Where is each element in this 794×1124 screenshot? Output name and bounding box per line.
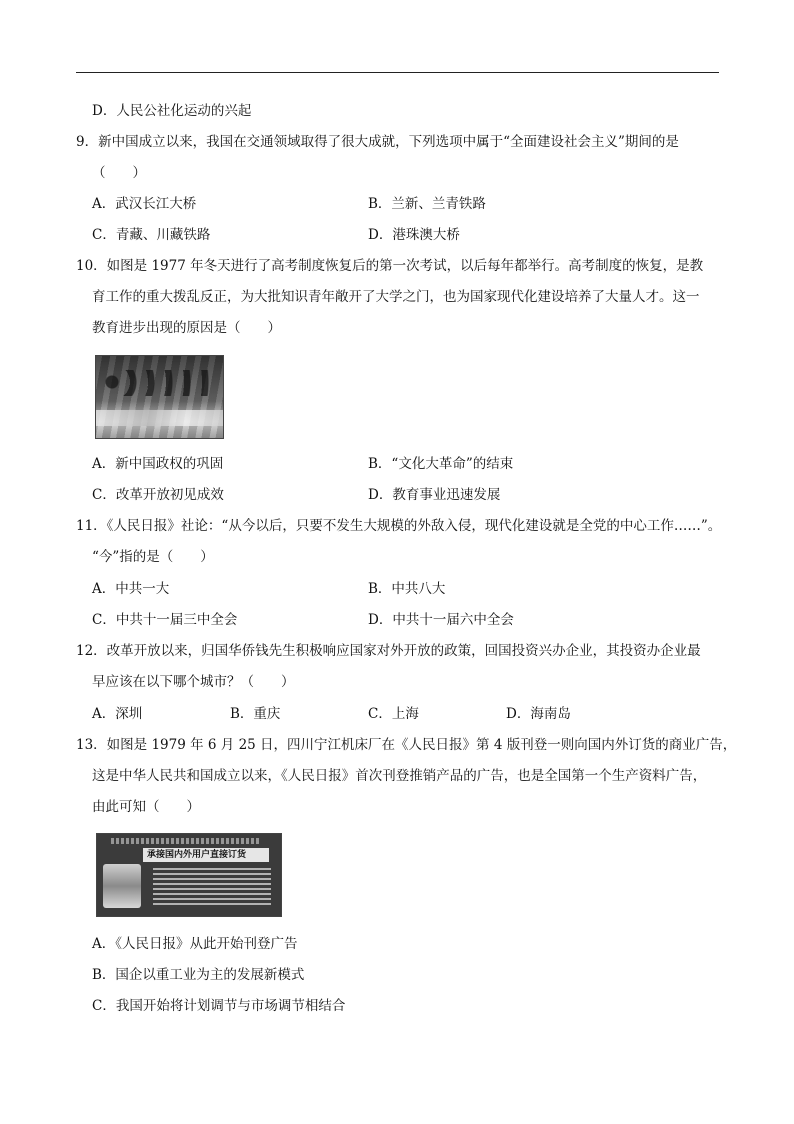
q10-option-d: D．教育事业迅速发展 bbox=[368, 487, 501, 503]
q9-answer-bracket: （ ） bbox=[92, 165, 146, 181]
q9-stem-line-1: 9．新中国成立以来，我国在交通领域取得了很大成就，下列选项中属于“全面建设社会主义”期间的是 bbox=[76, 134, 679, 150]
q12-option-d: D．海南岛 bbox=[506, 706, 571, 722]
q12-option-c: C．上海 bbox=[368, 706, 419, 722]
q12-option-b: B．重庆 bbox=[230, 706, 281, 722]
q10-option-c: C．改革开放初见成效 bbox=[92, 487, 224, 503]
q10-stem-line-2: 育工作的重大拨乱反正，为大批知识青年敞开了大学之门，也为国家现代化建设培养了大量人才。这一 bbox=[92, 289, 700, 305]
q10-option-a: A．新中国政权的巩固 bbox=[92, 456, 224, 472]
q13-stem-line-1: 13．如图是 1979 年 6 月 25 日，四川宁江机床厂在《人民日报》第 4 版刊登一则向国内外订货的商业广告， bbox=[76, 737, 737, 753]
ad-banner-text: 承接国内外用户直接订货 bbox=[147, 850, 247, 860]
q10-stem-line-1: 10．如图是 1977 年冬天进行了高考制度恢复后的第一次考试，以后每年都举行。高考制度的恢复，是教 bbox=[76, 258, 704, 274]
q12-option-a: A．深圳 bbox=[92, 706, 143, 722]
q13-option-a: A．《人民日报》从此开始刊登广告 bbox=[92, 936, 298, 952]
q11-option-d: D．中共十一届六中全会 bbox=[368, 612, 514, 628]
q10-option-b: B．“文化大革命”的结束 bbox=[368, 456, 514, 472]
q13-option-c: C．我国开始将计划调节与市场调节相结合 bbox=[92, 998, 346, 1014]
header-rule bbox=[76, 72, 719, 73]
q9-option-a: A．武汉长江大桥 bbox=[92, 196, 197, 212]
q9-option-c: C．青藏、川藏铁路 bbox=[92, 227, 211, 243]
q13-option-b: B．国企以重工业为主的发展新模式 bbox=[92, 967, 305, 983]
newspaper-ad-photo bbox=[96, 833, 282, 917]
q11-stem-line-2: “今”指的是（ ） bbox=[92, 549, 214, 565]
q9-option-b: B．兰新、兰青铁路 bbox=[368, 196, 486, 212]
exam-hall-photo bbox=[95, 355, 224, 439]
q11-option-c: C．中共十一届三中全会 bbox=[92, 612, 238, 628]
q12-stem-line-2: 早应该在以下哪个城市？（ ） bbox=[92, 674, 295, 690]
q11-option-a: A．中共一大 bbox=[92, 581, 170, 597]
q13-stem-line-3: 由此可知（ ） bbox=[92, 799, 200, 815]
q11-stem-line-1: 11．《人民日报》社论：“从今以后，只要不发生大规模的外敌入侵，现代化建设就是全党的中心工作……”。 bbox=[76, 518, 722, 534]
q12-stem-line-1: 12．改革开放以来，归国华侨钱先生积极响应国家对外开放的政策，回国投资兴办企业，其投资办企业最 bbox=[76, 643, 701, 659]
q13-stem-line-2: 这是中华人民共和国成立以来，《人民日报》首次刊登推销产品的广告，也是全国第一个生产资料广告， bbox=[92, 768, 707, 784]
q9-option-d: D．港珠澳大桥 bbox=[368, 227, 460, 243]
q10-stem-line-3: 教育进步出现的原因是（ ） bbox=[92, 320, 281, 336]
q8-option-d: D．人民公社化运动的兴起 bbox=[92, 103, 252, 119]
q11-option-b: B．中共八大 bbox=[368, 581, 446, 597]
